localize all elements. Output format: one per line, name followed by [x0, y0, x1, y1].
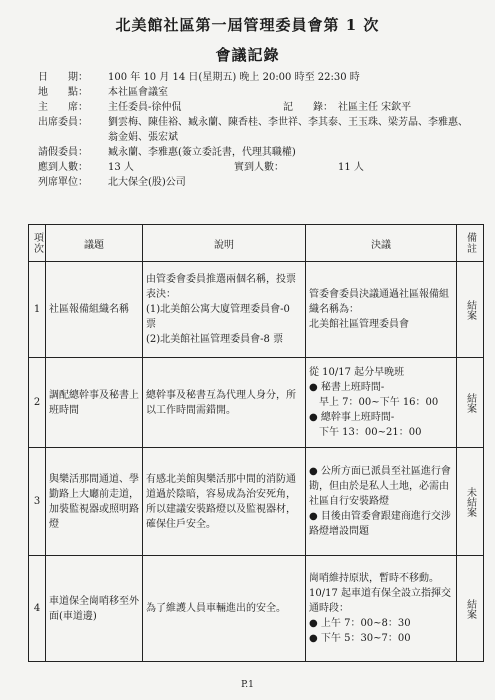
resolution-line: ● 秘書上班時間-	[309, 382, 385, 393]
row-resolution	[306, 358, 457, 448]
table-row	[29, 358, 484, 448]
expected-value: 13 人	[108, 162, 134, 173]
resolution-line: 崗哨維持原狀，暫時不移動。	[309, 573, 439, 584]
document-title: 北美館社區第一屆管理委員會第 1 次	[115, 16, 380, 34]
attend-value: 北大保全(股)公司	[108, 177, 186, 188]
place-row	[38, 85, 478, 100]
table-row	[29, 262, 484, 358]
row-topic: 調配總幹事及秘書上班時間	[46, 358, 143, 448]
resolution-line: 早上 7：00~下午 16：00	[309, 397, 439, 408]
resolution-line: ● 目後由管委會跟建商進行交涉路燈增設問題	[309, 511, 451, 537]
row-topic: 社區報備組織名稱	[46, 262, 143, 358]
header-desc: 說明	[143, 225, 306, 262]
row-description	[143, 262, 306, 358]
header-note: 備註	[457, 225, 484, 262]
row-resolution	[306, 262, 457, 358]
description-line: 總幹事及秘書互為代理人身分，所以工作時間需錯開。	[146, 389, 296, 416]
attend-row	[38, 175, 478, 190]
chair-row	[38, 100, 478, 115]
row-number: 3	[29, 448, 46, 556]
members-label: 出席委員：	[38, 117, 88, 128]
row-topic: 與樂活那間通道、學勤路上大廳前走道，加裝監視器或照明路燈	[46, 448, 143, 556]
row-note: 未結案	[457, 448, 484, 556]
resolution-line: ● 上午 7：00~8：30	[309, 618, 411, 629]
recorder-value: 社區主任 宋欽平	[338, 102, 412, 113]
row-topic: 車道保全崗哨移至外面(車道邊)	[46, 556, 143, 662]
date-row	[38, 70, 478, 85]
expected-label: 應到人數：	[38, 162, 88, 173]
resolution-line: 下午 13：00~21：00	[309, 427, 422, 438]
row-number: 4	[29, 556, 46, 662]
description-line: 由管委會委員推選兩個名稱，投票表決：	[146, 274, 296, 300]
row-number: 1	[29, 262, 46, 358]
recorder-label: 記 錄：	[283, 102, 333, 113]
table-header-row	[29, 225, 484, 262]
leave-value: 臧永蘭、李雅惠(簽立委託書，代理其職權)	[108, 147, 296, 158]
row-description	[143, 448, 306, 556]
agenda-table	[28, 224, 484, 662]
resolution-line: ● 公所方面已派員至社區進行會勘，但由於是私人土地，必需由社區自行安裝路燈	[309, 466, 451, 507]
attend-label: 列席單位：	[38, 177, 88, 188]
row-note: 結案	[457, 358, 484, 448]
resolution-line: 從 10/17 起分早晚班	[309, 367, 405, 378]
page-number: P.1	[241, 680, 254, 690]
row-note: 結案	[457, 262, 484, 358]
place-value: 本社區會議室	[108, 87, 168, 98]
row-number: 2	[29, 358, 46, 448]
row-description	[143, 358, 306, 448]
description-line: (2)北美館社區管理委員會-8 票	[146, 334, 284, 345]
resolution-line: ● 總幹事上班時間-	[309, 412, 395, 423]
actual-label: 實到人數：	[234, 162, 284, 173]
resolution-line: 管委會委員決議通過社區報備組織名稱為：	[309, 289, 449, 315]
members-value: 劉雲梅、陳佳裕、臧永蘭、陳香桂、李世祥、李其泰、王玉珠、梁芳晶、李雅惠、翁金娟、張宏斌	[108, 117, 468, 143]
date-label: 日 期：	[38, 72, 88, 83]
chair-value: 主任委員-徐仲侃	[108, 102, 182, 113]
row-resolution	[306, 448, 457, 556]
table-row	[29, 556, 484, 662]
resolution-line: ● 下午 5：30~7：00	[309, 633, 411, 644]
description-line: 有感北美館與樂活那中間的消防通道過於陰暗，容易成為治安死角，所以建議安裝路燈以及監視器材，確保住戶安全。	[146, 473, 296, 530]
row-description	[143, 556, 306, 662]
date-value: 100 年 10 月 14 日(星期五) 晚上 20:00 時至 22:30 時	[108, 72, 360, 83]
members-row	[38, 115, 478, 145]
resolution-line: 北美館社區管理委員會	[309, 319, 409, 330]
actual-value: 11 人	[338, 162, 364, 173]
count-row	[38, 160, 478, 175]
header-topic: 議題	[46, 225, 143, 262]
header-res: 決議	[306, 225, 457, 262]
row-resolution	[306, 556, 457, 662]
document-subtitle: 會議記錄	[215, 46, 280, 64]
leave-label: 請假委員：	[38, 147, 88, 158]
table-row	[29, 448, 484, 556]
header-no: 項次	[29, 225, 46, 262]
chair-label: 主 席：	[38, 102, 88, 113]
resolution-line: 10/17 起車道有保全設立指揮交通時段：	[309, 588, 451, 614]
description-line: (1)北美館公寓大廈管理委員會-0 票	[146, 304, 290, 330]
meeting-info	[38, 70, 478, 190]
row-note: 結案	[457, 556, 484, 662]
leave-row	[38, 145, 478, 160]
place-label: 地 點：	[38, 87, 88, 98]
description-line: 為了維護人員車輛進出的安全。	[146, 603, 286, 614]
